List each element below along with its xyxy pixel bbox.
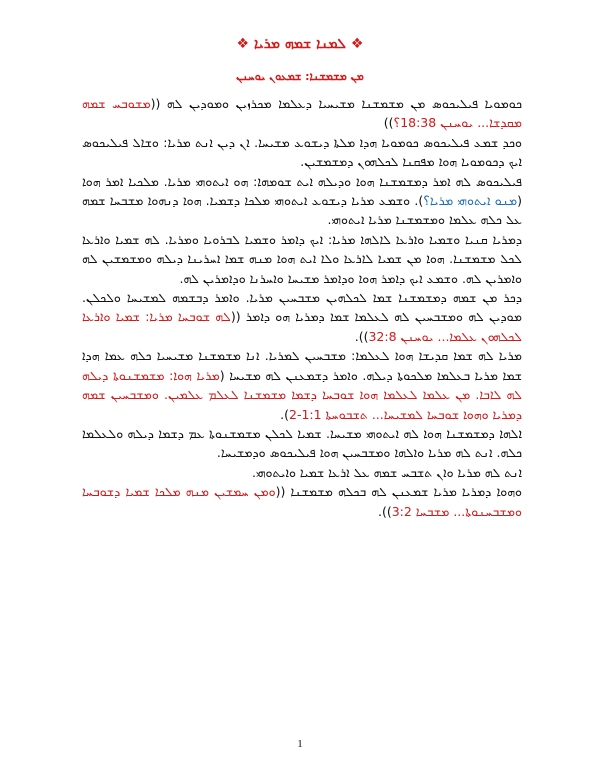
text-run: ܡܪܝܐ ܠܗ ܫܡܐ ܩܕܝܫܐ ܗܘܐ ܠܥܠܡܐ: ܡܫܒܚܝܢ ܠܡܪܝܐ. ܐܢܐ ܡܫܡܫܢܐ ܡܫܝܚܝܐ ܟܠܗ ܥܡܐ ܗܕܐ ܫܡܐ ܡܪܝܐ ܒܥܠܡܐ ܡܠܟܘܬܐ ܕܝܠܗ. ܘܐܡܪ ܕܫܡܥܢܢ ܠܗ ܡܫܝܚܐ ( — [82, 348, 522, 383]
page-number: 1 — [297, 738, 303, 750]
paragraph — [82, 133, 522, 172]
paragraph — [82, 230, 522, 288]
quoted-question: ܡܢܘ ܐܝܬܘܗܝ ܡܪܝܐ؟ — [423, 193, 518, 209]
text-run: ܐܠܗܐ ܕܡܫܡܫܢܐ ܗܘܐ ܠܗ ܐܝܬܘܗܝ ܡܫܝܚܐ. ܫܡܝܐ ܠܟܠܢ ܡܫܡܫܢܘܬܐ ܥܡ ܕܫܡܐ ܕܝܠܗ ܘܠܥܠܡܐ ܟܠܗ. ܐܢܬ ܠܗ ܡܪܝܐ ܘܐܠܗܐ ܘܡܫܒܚܝܢ ܗܘܐ ܦܝܠܝܟܘܣ ܘܕܡܫܝܚܐ. — [82, 425, 522, 461]
text-run: ܘܟܕ ܫܡܥ ܦܝܠܝܟܘܣ ܟܘܡܘܝܐ ܗܕܐ ܡܠܬܐ ܕܝܫܘܥ ܡܫܝܚܐ. ܐܢ ܕܝܢ ܐܢܬ ܡܪܝܐ: ܘܫܐܠ ܦܝܠܝܟܘܣ ܐܝܟ ܕܟܘܡܘܝܐ ܗܘܐ ܡܦܩܢܐ ܠܟܠܗܘܢ ܕܡܫܡܫܝܢ. — [82, 134, 522, 170]
scripture-reference: ܘܡܢ ܚܡܫܝܢ ܡܢܗ ܡܠܟܐ ܫܡܝܐ ܕܫܘܒܚܐ ܘܡܫܒܚܢܘܬܐ... ܡܫܒܚܐ 3:2 — [82, 484, 522, 519]
text-run: ). ܘܫܡܥ ܡܪܝܐ ܕܝܫܘܥ ܐܝܬܘܗܝ ܡܠܟܐ ܕܫܡܝܐ. ܗܘܐ ܕܢܗܘܐ ܡܫܒܚܐ ܫܡܗ ܥܠ ܟܠܗ ܥܠܡܐ ܘܡܫܡܫܢܐ ܡܪܝܐ ܐܝܬܘܗܝ. — [82, 193, 522, 228]
page-title: ❖ ܠܡܢܐ ܫܡܗ ܡܪܝܐ ❖ — [236, 36, 364, 52]
scripture-reference: ܠܗ ܫܘܒܚܐ ܡܪܝܐ: ܫܡܝܐ ܘܐܪܥܐ ܠܟܠܗܘܢ ܥܠܡܐ... ܝܘܚܢܢ 32:8 — [82, 309, 522, 344]
paragraph — [82, 346, 522, 424]
author-line: ܡܢ ܡܫܡܫܢܐ: ܫܡܥܘܢ ܝܘܚܢܢ — [236, 70, 364, 83]
text-run: ܐܢܬ ܠܗ ܡܪܝܐ ܘܐܢ ܬܫܒܚ ܫܡܗ ܥܠ ܐܪܥܐ ܫܡܝܐ ܘܐܝܬܘܗܝ. — [251, 464, 522, 480]
paragraph — [82, 463, 522, 482]
text-run: ܘܗܘܐ ܕܡܪܝܐ ܡܪܝܐ ܫܡܥܢܢ ܠܗ ܒܟܠܗ ܡܫܡܫܢܐ (( — [275, 484, 522, 500]
text-run: )). — [354, 328, 369, 344]
document-body — [82, 94, 522, 521]
text-run: ܕܡܪܝܐ ܩܢܝܐ ܘܫܡܝܐ ܘܐܪܥܐ ܠܐܠܗܐ ܡܪܝܐ: ܐܝܟ ܕܐܡܪ ܘܫܡܝܐ ܠܒܪܘܝܐ ܘܡܪܝܐ. ܠܗ ܫܡܝܐ ܘܐܪܥܐ ܠܟܠ ܡܫܡܫܢܐ. ܗܘܐ ܡܢ ܫܡܝܐ ܠܐܪܥܐ ܘܠܐ ܐܝܬ ܗܘܐ ܡܢܗ ܫܡܐ ܐܚܪܝܢܐ ܕܝܠܗ ܘܡܫܡܫܝܢ ܠܗ ܘܐܡܪܝܢ ܠܗ. ܘܫܡܥ ܐܝܟ ܕܐܡܪ ܗܘܐ ܘܕܐܡܪ ܡܫܝܚܐ ܘܐܚܪܢܐ ܘܕܐܡܪܝܢ ܠܗ. — [82, 231, 522, 286]
paragraph — [82, 172, 522, 230]
paragraph — [82, 288, 522, 346]
paragraph — [82, 94, 522, 133]
paragraph — [82, 424, 522, 463]
text-run: ). — [280, 406, 289, 422]
text-run: )) — [383, 115, 394, 131]
text-run: ܟܘܡܘܝܐ ܦܝܠܝܟܘܣ ܡܢ ܡܫܡܫܢܐ ܡܫܝܚܝܐ ܕܥܠܡܐ ܡܟܪܙܝܢ ܘܡܘܕܝܢ ܠܗ (( — [150, 96, 522, 111]
scripture-reference: ܡܫܘܒܚ ܫܡܗ ܡܩܕܫܐ... ܝܘܚܢܢ 18:38؟ — [82, 96, 522, 131]
text-run: ܕܟܪ ܡܢ ܫܡܗ ܕܡܫܡܫܢܐ ܫܡܐ ܠܟܠܗܝܢ ܡܫܒܚܝܢ ܡܪܝܐ. ܘܐܡܪ ܕܒܫܡܗ ܠܡܫܝܚܐ ܘܠܟܠܢ. ܡܘܕܝܢ ܠܗ ܘܡܫܒܚܝܢ ܠܗ ܠܥܠܡܐ ܫܡܐ ܕܡܪܝܐ ܗܘ ܕܐܡܪ (( — [82, 290, 523, 325]
scripture-reference: ܡܪܝܐ ܗܘܐ: ܡܫܡܫܢܘܬܐ ܕܝܠܗ ܠܗ ܠܐܒܐ. ܡܢ ܥܠܡܐ ܠܥܠܡܐ ܗܘܐ ܫܘܒܚܐ ܕܫܡܐ ܡܫܡܫܢܐ ܠܥܠܡ ܥܠܡܝܢ. ܘܡܫܒܚܝܢ ܫܡܗ ܕܡܪܝܐ ܘܗܘܐ ܫܘܒܚܐ ܠܡܫܝܚܐ... ܬܫܒܘܚܬܐ 1:1-2 — [82, 367, 522, 422]
paragraph — [82, 482, 522, 521]
text-run: ܦܝܠܝܟܘܣ ܠܗ ܐܡܪ ܕܡܫܡܫܢܐ ܗܘܐ ܘܕܝܠܗ ܐܝܬ ܫܘܡܗܐ: ܗܘ ܐܝܬܘܗܝ ܡܪܝܐ. ܡܠܟܝܐ ܐܡܪ ܗܘܐ ( — [82, 173, 522, 209]
text-run: )). — [377, 503, 392, 519]
